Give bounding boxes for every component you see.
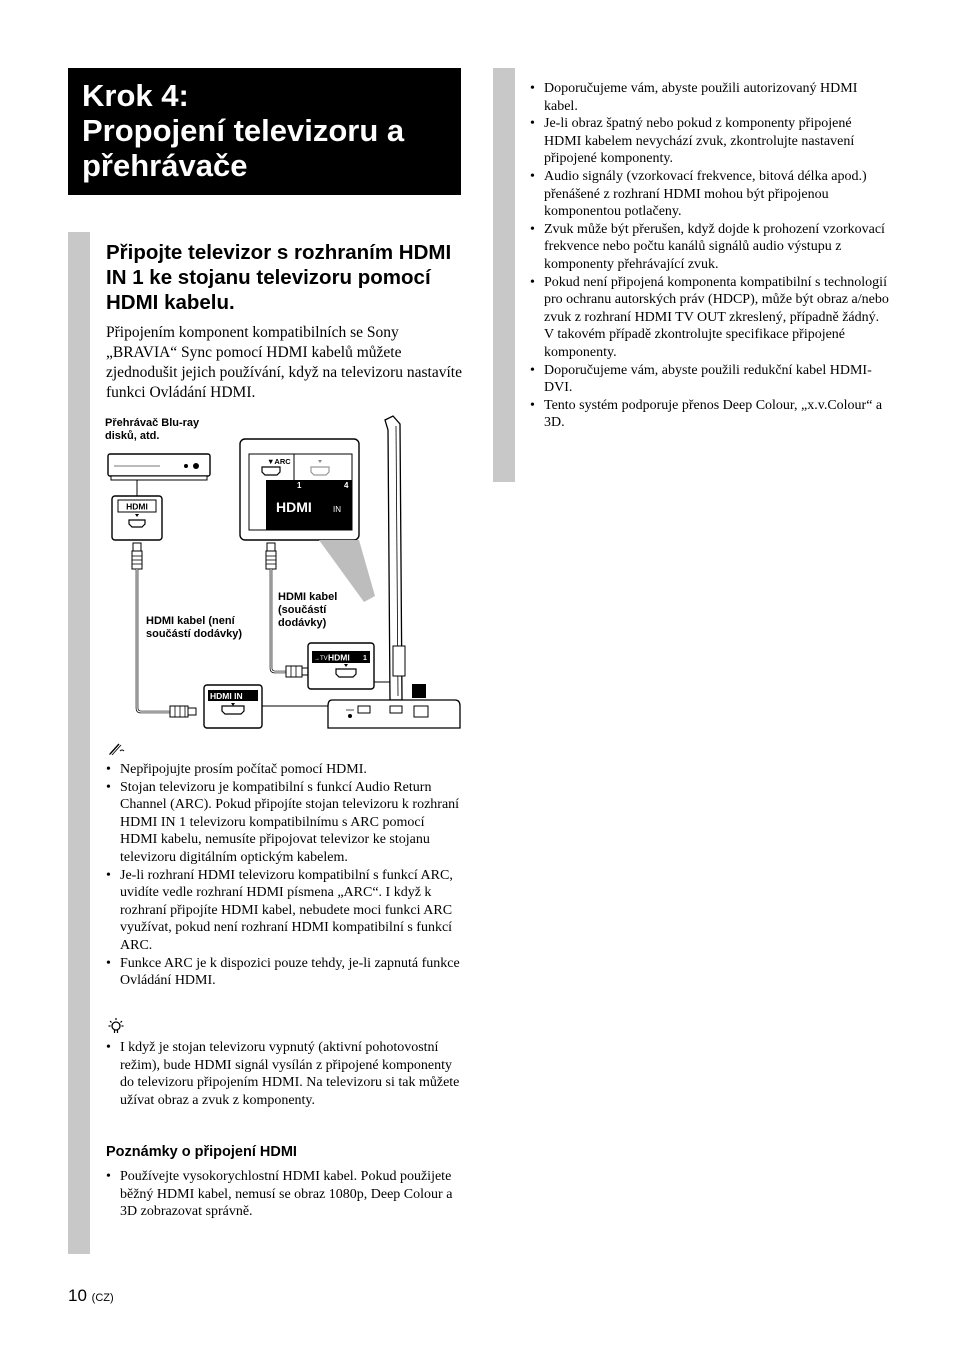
right-note-item: • Doporučujeme vám, abyste použili redukční kabel HDMI-DVI. (530, 362, 890, 397)
tv-stand-icon (328, 700, 460, 728)
stand-out-logo: HDMI (328, 652, 350, 663)
note-item: • Funkce ARC je k dispozici pouze tehdy, je-li zapnutá funkce Ovládání HDMI. (106, 955, 462, 990)
hdmi-cable-right (266, 543, 309, 677)
intro-paragraph: Připojením komponent kompatibilních se Sony „BRAVIA“ Sync pomocí HDMI kabelů můžete zjednodušit jejich používání, když na televizoru nastavíte funkci Ovládání HDMI. (106, 324, 462, 401)
hdmi-notes-heading: Poznámky o připojení HDMI (106, 1144, 297, 1160)
hdmi-note-item: • Používejte vysokorychlostní HDMI kabel. Pokud použijete běžný HDMI kabel, nemusí se obraz 1080p, Deep Colour a 3D zobrazovat správně. (106, 1168, 462, 1221)
tips-list (106, 1039, 462, 1109)
hdmi-cable-left (132, 543, 196, 717)
right-note-item: • Zvuk může být přerušen, když dojde k prohození vzorkovací frekvence nebo počtu kanálů signálů audio výstupu z komponenty přehrávající zvuk. (530, 221, 890, 274)
cable-left-label: HDMI kabel (není součástí dodávky) (146, 615, 242, 640)
port-number-1: 1 (297, 481, 302, 490)
right-note-item: • Doporučujeme vám, abyste použili autorizovaný HDMI kabel. (530, 80, 890, 115)
left-column (106, 240, 462, 403)
connection-diagram (100, 410, 462, 730)
page-language-code: (CZ) (91, 1292, 114, 1304)
page-number (68, 1286, 114, 1306)
player-hdmi-port-icon (112, 496, 162, 540)
diagram-drawing (100, 410, 462, 730)
stand-in-logo: HDMI IN (210, 691, 243, 701)
hdmi-in-suffix: IN (333, 505, 341, 514)
bluray-player-icon (108, 454, 210, 480)
right-notes-list (530, 80, 890, 432)
tv-side-profile-icon (385, 416, 426, 700)
player-port-logo: HDMI (126, 501, 148, 512)
port-number-4: 4 (344, 481, 349, 490)
page-number-value: 10 (68, 1286, 87, 1305)
left-column-margin-bar (68, 232, 90, 1254)
right-note-item: • Audio signály (vzorkovací frekvence, bitová délka apod.) přenášené z rozhraní HDMI mohou být připojenou komponentou potlačeny. (530, 168, 890, 221)
hdmi-in-logo: HDMI (276, 499, 312, 515)
right-column-margin-bar (493, 68, 515, 482)
stand-out-prefix: →TV (314, 656, 328, 662)
page-title-line-3: přehrávače (82, 148, 248, 183)
stand-hdmi-in-port (204, 685, 262, 728)
note-item: • Nepřipojujte prosím počítač pomocí HDMI. (106, 761, 462, 779)
page-title-line-2: Propojení televizoru a (82, 113, 405, 148)
stand-hdmi-tv-out-port (308, 643, 374, 689)
tip-lightbulb-icon (108, 1017, 124, 1040)
page-title-line-1: Krok 4: (82, 78, 189, 113)
notes-list (106, 761, 462, 990)
player-label: Přehrávač Blu-ray disků, atd. (105, 417, 200, 442)
right-note-item: • Tento systém podporuje přenos Deep Colour, „x.v.Colour“ a 3D. (530, 397, 890, 432)
tip-item: • I když je stojan televizoru vypnutý (aktivní pohotovostní režim), bude HDMI signál vysílán z připojené komponenty do televizoru připojením HDMI. Na televizoru si tak můžete užívat obraz a zvuk z komponenty. (106, 1039, 462, 1109)
right-note-item: • Je-li obraz špatný nebo pokud z komponenty připojené HDMI kabelem nevychází zvuk, zkontrolujte nastavení připojené komponenty. (530, 115, 890, 168)
hdmi-notes-list (106, 1168, 462, 1221)
note-item: • Stojan televizoru je kompatibilní s funkcí Audio Return Channel (ARC). Pokud připojíte stojan televizoru k rozhraní HDMI IN 1 televizoru kompatibilnímu s ARC pomocí HDMI kabelu, nemusíte připojovat televizor ke stojanu televizoru digitálním optickým kabelem. (106, 779, 462, 867)
stand-out-number: 1 (363, 655, 367, 662)
port-arc-label: ▼ARC (267, 457, 291, 466)
step-heading: Připojte televizor s rozhraním HDMI IN 1 ke stojanu televizoru pomocí HDMI kabelu. (106, 241, 452, 314)
tv-hdmi-in-panel (240, 439, 359, 540)
note-pencil-icon (108, 742, 126, 761)
cable-right-label: HDMI kabel (součástí dodávky) (278, 591, 338, 629)
right-note-item: • Pokud není připojená komponenta kompatibilní s technologií pro ochranu autorských práv (HDCP), může být obraz a/nebo zvuk z rozhraní HDMI TV OUT zkreslený, případně žádný. V takovém případě zkontrolujte specifikace připojené komponenty. (530, 274, 890, 362)
page-title-box (68, 68, 461, 195)
note-item: • Je-li rozhraní HDMI televizoru kompatibilní s funkcí ARC, uvidíte vedle rozhraní HDMI písmena „ARC“. I když k rozhraní připojíte HDMI kabel, nebudete moci funkci ARC využívat, pokud není rozhraní HDMI kompatibilní s funkcí ARC. (106, 867, 462, 955)
